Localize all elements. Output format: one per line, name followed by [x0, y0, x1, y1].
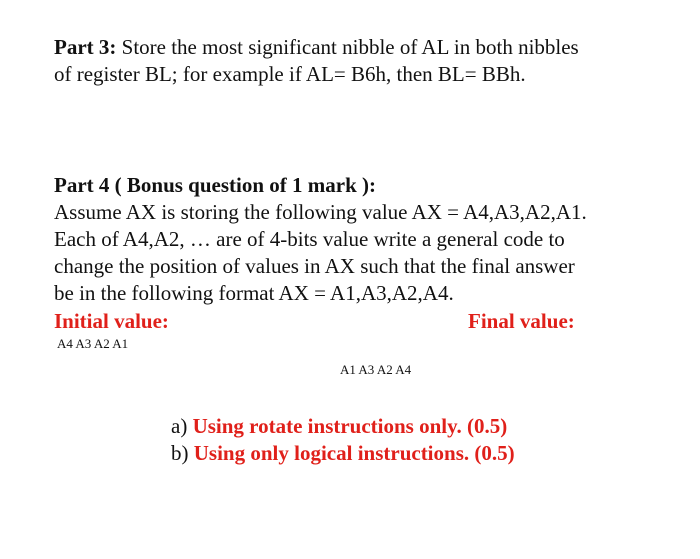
option-b-text: Using only logical instructions. (0.5): [193, 441, 515, 465]
part4-line-1: Assume AX is storing the following value AX = A4,A3,A2,A1.: [54, 200, 587, 224]
option-a-prefix: a): [171, 414, 193, 438]
initial-value: A4 A3 A2 A1: [57, 336, 129, 351]
part4-line-2: Each of A4,A2, … are of 4-bits value write a general code to: [54, 227, 565, 251]
final-value-label: Final value:: [468, 309, 575, 333]
option-a-text: Using rotate instructions only. (0.5): [192, 414, 508, 438]
initial-value-label: Initial value:: [54, 309, 169, 333]
part3-text-1: Store the most significant nibble of AL in both nibbles: [116, 35, 579, 59]
option-a: [171, 413, 507, 439]
part4-heading: Part 4 ( Bonus question of 1 mark ):: [54, 173, 377, 197]
part4-line-4: be in the following format AX = A1,A3,A2,A4.: [54, 281, 454, 305]
part3-heading: Part 3:: [54, 35, 117, 59]
option-b-prefix: b): [171, 441, 194, 465]
option-b: [171, 440, 515, 466]
part3-line-2: of register BL; for example if AL= B6h, then BL= BBh.: [54, 62, 526, 86]
part4-line-3: change the position of values in AX such that the final answer: [54, 254, 575, 278]
final-value: A1 A3 A2 A4: [340, 362, 412, 377]
part3-line-1: [54, 34, 579, 60]
